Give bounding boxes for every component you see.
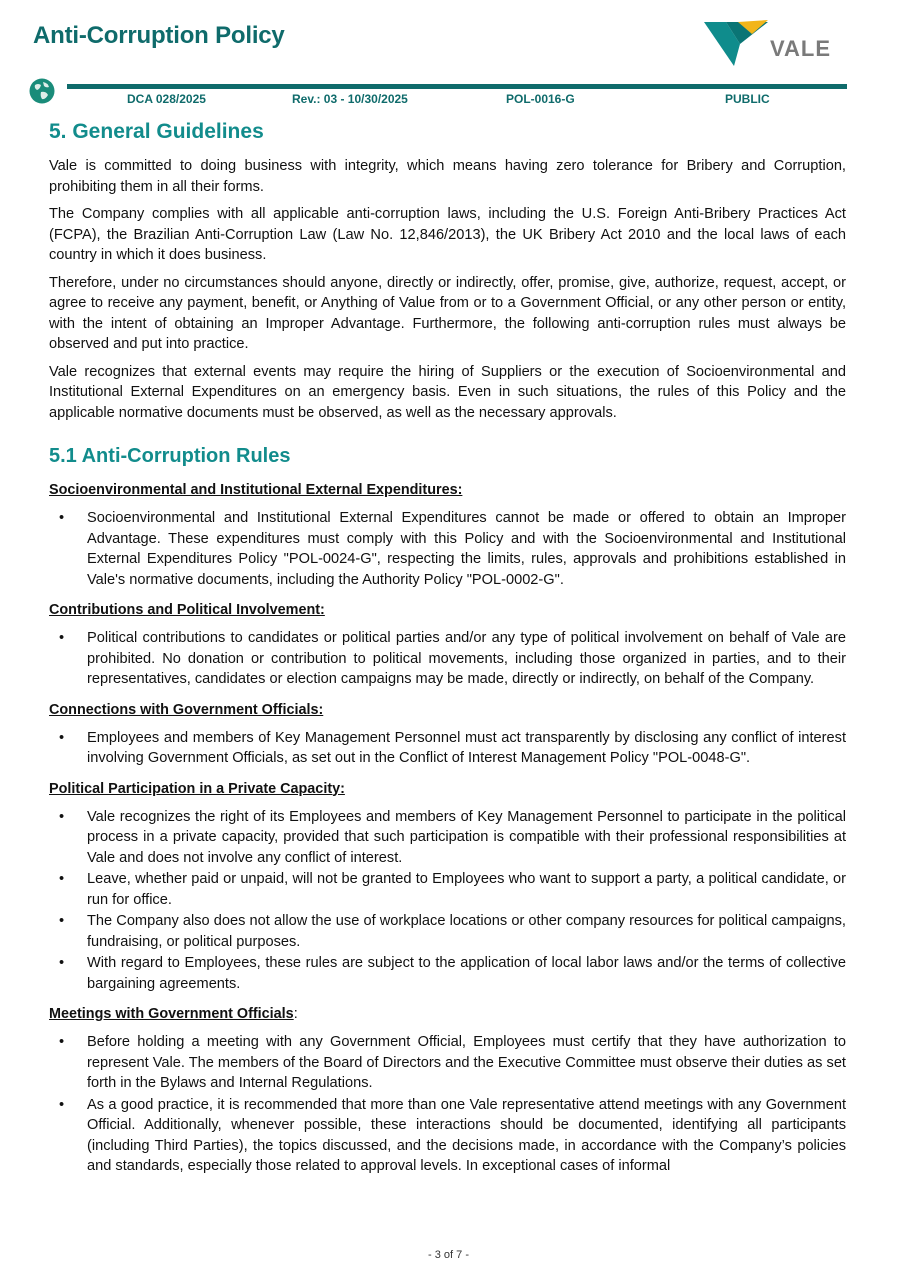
bullet-icon: • (59, 729, 65, 746)
list-item: • Leave, whether paid or unpaid, will not be granted to Employees who want to support a party, a political candidate, or run for office. (59, 871, 846, 908)
bullet-icon: • (59, 808, 65, 825)
bullet-icon: • (59, 1034, 65, 1050)
list-item: • Before holding a meeting with any Government Official, Employees must certify that they have authorization to represent Vale. The members of the Board of Directors and the Executive Committee must observe their duties as set forth in the Bylaws and Internal Regulations. (59, 1034, 846, 1091)
vale-logo-text: VALE (770, 36, 832, 61)
section-5-heading: 5. General Guidelines (49, 120, 264, 143)
category-heading: Meetings with Government Officials (49, 1006, 294, 1022)
category-heading-wrap (49, 1004, 846, 1024)
paragraph: Vale recognizes that external events may require the hiring of Suppliers or the execution of Socioenvironmental and Institutional External Expenditures on an emergency basis. Even in such situations, the rules of this Policy and the applicable normative documents must be observed, as well as the necessary approvals. (49, 363, 846, 421)
bullet-icon: • (59, 871, 65, 887)
document-title: Anti-Corruption Policy (33, 22, 285, 49)
section-5-1-heading: 5.1 Anti-Corruption Rules (49, 445, 291, 467)
page-number: - 3 of 7 - (428, 1249, 469, 1261)
page-content (49, 120, 846, 1178)
bullet-icon: • (59, 510, 65, 526)
category-heading-suffix: : (293, 1006, 298, 1022)
bullet-list (49, 807, 846, 995)
category-heading: Connections with Government Officials: (49, 701, 324, 718)
paragraph: The Company complies with all applicable anti-corruption laws, including the U.S. Foreign Anti-Bribery Practices Act (FCPA), the Brazilian Anti-Corruption Law (Law No. 12,846/2013), the UK Bribery Act 2010 and the local laws of each country in which it does business. (49, 206, 846, 263)
globe-icon (29, 78, 55, 104)
header-rule (67, 84, 847, 89)
list-item: • Socioenvironmental and Institutional External Expenditures cannot be made or offered to obtain an Improper Advantage. These expenditures must comply with this Policy and with the Socioenvironmental and Institutional External Expenditures Policy "POL-0024-G", respecting the limits, rules, approvals and prohibitions established in Vale's normative documents, including the Authority Policy "POL-0002-G". (59, 510, 846, 588)
category-heading: Contributions and Political Involvement: (49, 602, 325, 618)
list-item: • Vale recognizes the right of its Employees and members of Key Management Personnel to participate in the political process in a private capacity, provided that such participation is compatible with their professional responsibilities at Vale and does not involve any conflict of interest. (59, 808, 846, 866)
list-item: • The Company also does not allow the use of workplace locations or other company resources for political campaigns, fundraising, or political purposes. (59, 913, 846, 950)
bullet-list (49, 728, 846, 769)
list-item: • With regard to Employees, these rules are subject to the application of local labor laws and/or the terms of collective bargaining agreements. (59, 955, 846, 992)
doc-number: DCA 028/2025 (127, 92, 206, 106)
category-heading: Political Participation in a Private Capacity: (49, 780, 345, 797)
category-heading: Socioenvironmental and Institutional External Expenditures: (49, 482, 463, 498)
bullet-icon: • (59, 913, 65, 929)
list-item: • Political contributions to candidates or political parties and/or any type of political involvement on behalf of Vale are prohibited. No donation or contribution to political movements, including those organized in parties, and to their representatives, candidates or election campaigns may be made, directly or indirectly, on behalf of the Company. (59, 630, 846, 687)
bullet-icon: • (59, 955, 65, 971)
bullet-list (49, 508, 846, 590)
bullet-icon: • (59, 630, 65, 646)
list-item: • Employees and members of Key Management Personnel must act transparently by disclosing any conflict of interest involving Government Officials, as set out in the Conflict of Interest Management Policy "POL-0048-G". (59, 729, 846, 766)
policy-code: POL-0016-G (506, 92, 575, 106)
paragraph: Therefore, under no circumstances should anyone, directly or indirectly, offer, promise, give, authorize, request, accept, or agree to receive any payment, benefit, or Anything of Value from or to a Government Official, or any other person or entity, with the intent of obtaining an Improper Advantage. Furthermore, the following anti-corruption rules must always be observed and put into practice. (49, 274, 846, 352)
classification: PUBLIC (725, 92, 770, 106)
list-item: • As a good practice, it is recommended that more than one Vale representative attend meetings with any Government Official. Additionally, whenever possible, these interactions should be documented, identifying all participants (including Third Parties), the topics discussed, and the decisions made, in accordance with the Company’s policies and standards, especially those related to approval levels. In exceptional cases of informal (59, 1096, 846, 1174)
paragraph: Vale is committed to doing business with integrity, which means having zero tolerance for Bribery and Corruption, prohibiting them in all their forms. (49, 158, 846, 195)
bullet-icon: • (59, 1096, 65, 1113)
bullet-list (49, 628, 846, 690)
revision: Rev.: 03 - 10/30/2025 (292, 92, 408, 106)
bullet-list (49, 1032, 846, 1177)
